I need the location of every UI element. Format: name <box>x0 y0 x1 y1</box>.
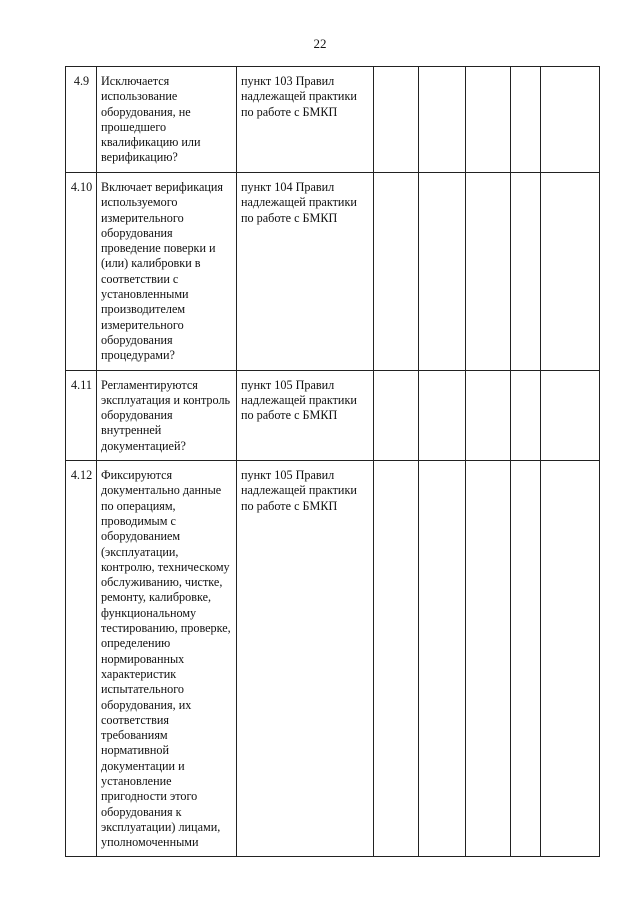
item-number: 4.11 <box>66 370 97 460</box>
reference-text: пункт 103 Правил надлежащей практики по работе с БМКП <box>237 67 374 173</box>
table-row <box>66 67 600 173</box>
question-text: Регламентируются эксплуатация и контроль оборудования внутренней документацией? <box>97 370 237 460</box>
answer-cell[interactable] <box>511 370 541 460</box>
answer-cell[interactable] <box>374 370 419 460</box>
table-row <box>66 173 600 371</box>
item-number: 4.9 <box>66 67 97 173</box>
comment-cell[interactable] <box>541 67 600 173</box>
reference-text: пункт 105 Правил надлежащей практики по работе с БМКП <box>237 370 374 460</box>
answer-cell[interactable] <box>374 173 419 371</box>
reference-text: пункт 104 Правил надлежащей практики по работе с БМКП <box>237 173 374 371</box>
reference-text: пункт 105 Правил надлежащей практики по работе с БМКП <box>237 461 374 857</box>
question-line: установленными <box>101 287 189 302</box>
question-line: оборудования <box>101 332 173 347</box>
comment-cell[interactable] <box>541 173 600 371</box>
answer-cell[interactable] <box>466 370 511 460</box>
comment-cell[interactable] <box>541 370 600 460</box>
answer-cell[interactable] <box>511 67 541 173</box>
checklist-table <box>65 66 600 857</box>
answer-cell[interactable] <box>419 370 466 460</box>
question-line: используемого <box>101 195 178 210</box>
question-line: (или) калибровки в <box>101 256 201 271</box>
question-line: соответствии с <box>101 271 179 286</box>
answer-cell[interactable] <box>466 173 511 371</box>
comment-cell[interactable] <box>541 461 600 857</box>
question-line: измерительного <box>101 210 184 225</box>
question-text: Фиксируются документально данные по операциям, проводимым с оборудованием (эксплуатации, контролю, техническому обслуживанию, чистке, ремонту, калибровке, функциональному тестированию, проверке, определению нормированных характеристик испытательного оборудования, их соответствия требованиям нормативной документации и установление пригодности этого оборудования к эксплуатации) лицами, уполномоченными <box>97 461 237 857</box>
table-row <box>66 370 600 460</box>
answer-cell[interactable] <box>419 173 466 371</box>
answer-cell[interactable] <box>511 461 541 857</box>
item-number: 4.12 <box>66 461 97 857</box>
answer-cell[interactable] <box>374 67 419 173</box>
answer-cell[interactable] <box>419 67 466 173</box>
question-line: процедурами? <box>101 348 175 363</box>
question-line: Включает верификация <box>101 180 224 194</box>
answer-cell[interactable] <box>466 461 511 857</box>
question-line: измерительного <box>101 317 184 332</box>
question-line: проведение поверки и <box>101 241 216 256</box>
answer-cell[interactable] <box>511 173 541 371</box>
question-line: оборудования <box>101 225 173 240</box>
answer-cell[interactable] <box>374 461 419 857</box>
question-text <box>97 173 237 371</box>
answer-cell[interactable] <box>419 461 466 857</box>
table-row <box>66 461 600 857</box>
page-number: 22 <box>313 36 327 51</box>
answer-cell[interactable] <box>466 67 511 173</box>
question-line: производителем <box>101 302 186 317</box>
item-number: 4.10 <box>66 173 97 371</box>
question-text: Исключается использование оборудования, не прошедшего квалификацию или верификацию? <box>97 67 237 173</box>
